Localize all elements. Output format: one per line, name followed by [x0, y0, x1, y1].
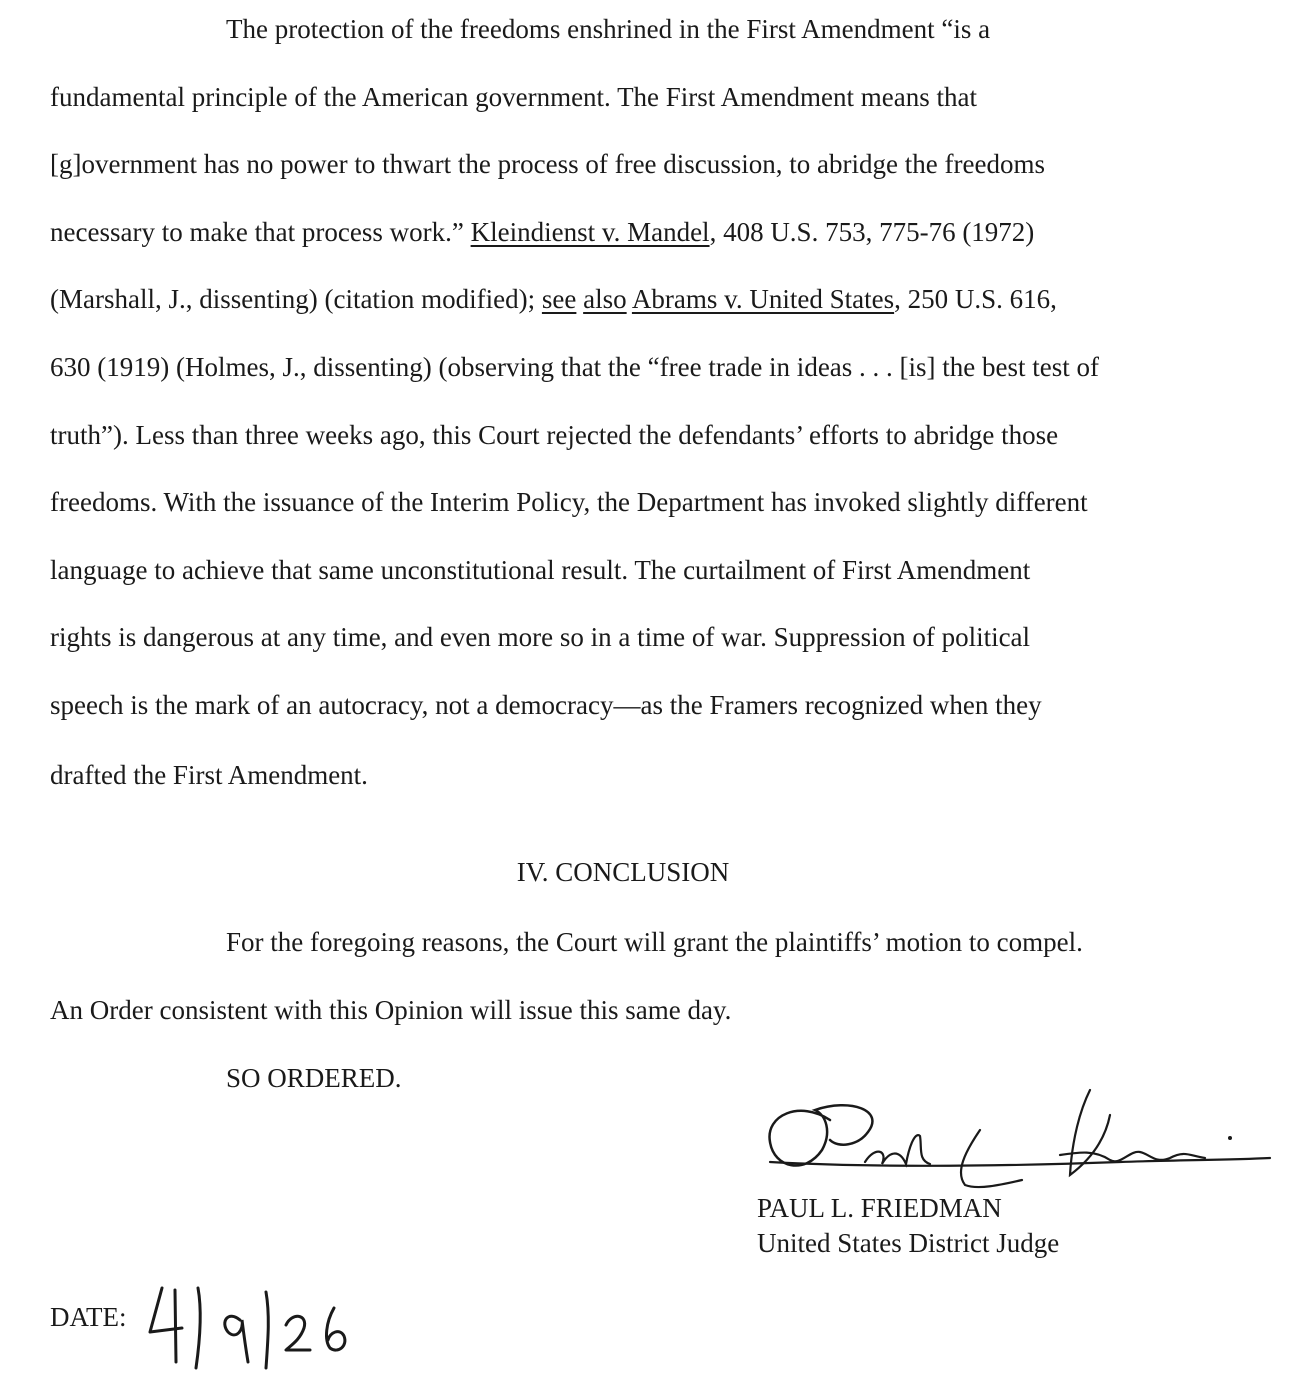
paragraph-line-10: rights is dangerous at any time, and even more so in a time of war. Suppression of political: [50, 622, 1031, 652]
judge-name: PAUL L. FRIEDMAN: [757, 1193, 1002, 1223]
paragraph-line-5: [50, 282, 1057, 316]
paragraph-line-4: [50, 215, 1034, 249]
case-citation-abrams: Abrams v. United States: [631, 284, 895, 314]
judge-title: United States District Judge: [757, 1228, 1060, 1258]
paragraph-line-7: truth”). Less than three weeks ago, this Court rejected the defendants’ efforts to abridge those: [50, 420, 1059, 450]
line-text: , 408 U.S. 753, 775-76 (1972): [709, 217, 1035, 247]
paragraph-line-1: The protection of the freedoms enshrined in the First Amendment “is a: [226, 14, 991, 44]
handwritten-signature: [760, 1080, 1280, 1200]
paragraph-line-3: [g]overnment has no power to thwart the process of free discussion, to abridge the freedoms: [50, 149, 1045, 179]
handwritten-date: [140, 1270, 360, 1370]
conclusion-line-2: An Order consistent with this Opinion will issue this same day.: [50, 995, 732, 1025]
conclusion-line-1: For the foregoing reasons, the Court will grant the plaintiffs’ motion to compel.: [226, 927, 1083, 957]
line-text: , 250 U.S. 616,: [894, 284, 1057, 314]
line-text: (Marshall, J., dissenting) (citation modified);: [50, 284, 542, 314]
signal-also: also: [583, 284, 627, 314]
paragraph-line-2: fundamental principle of the American government. The First Amendment means that: [50, 82, 978, 112]
line-text: necessary to make that process work.”: [50, 217, 471, 247]
so-ordered: SO ORDERED.: [226, 1063, 402, 1093]
date-label: DATE:: [50, 1302, 127, 1332]
paragraph-line-8: freedoms. With the issuance of the Interim Policy, the Department has invoked slightly different: [50, 487, 1088, 517]
case-citation-kleindienst: Kleindienst v. Mandel: [470, 217, 710, 247]
paragraph-line-9: language to achieve that same unconstitutional result. The curtailment of First Amendment: [50, 555, 1031, 585]
paragraph-line-11: speech is the mark of an autocracy, not a democracy—as the Framers recognized when they: [50, 690, 1042, 720]
paragraph-line-6: 630 (1919) (Holmes, J., dissenting) (observing that the “free trade in ideas . . . [is] the best test of: [50, 352, 1099, 382]
section-heading: IV. CONCLUSION: [516, 857, 730, 887]
signal-see: see: [541, 284, 577, 314]
paragraph-line-12: drafted the First Amendment.: [50, 760, 368, 790]
